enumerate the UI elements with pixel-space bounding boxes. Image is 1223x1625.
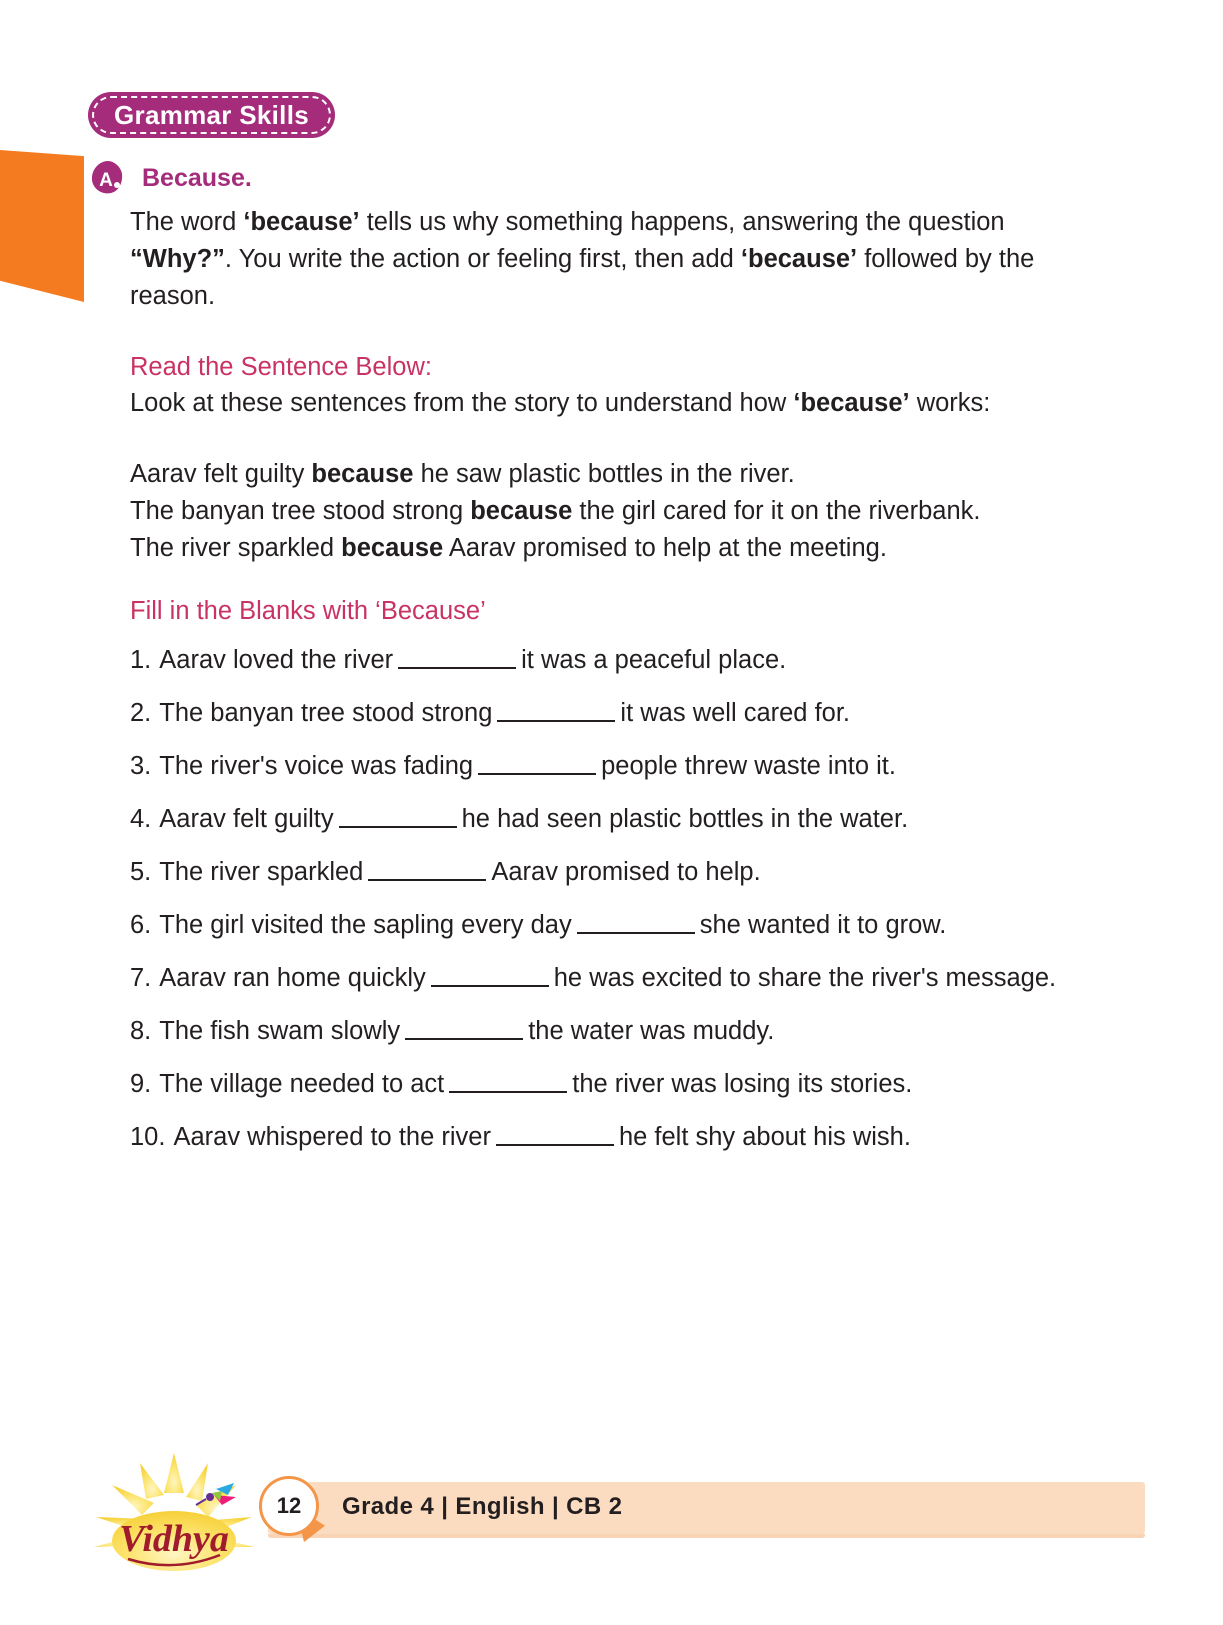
item-before: Aarav felt guilty: [159, 805, 334, 833]
item-text: [159, 802, 1090, 836]
item-after: it was a peaceful place.: [521, 646, 787, 674]
item-text: [159, 908, 1090, 942]
footer-bar-shadow: [268, 1534, 1145, 1538]
item-before: The girl visited the sapling every day: [159, 911, 572, 939]
item-number: 8.: [130, 1017, 152, 1045]
item-after: the water was muddy.: [528, 1017, 775, 1045]
intro-text-3: . You write the action or feeling first, then add: [224, 245, 741, 273]
list-item: [130, 1067, 1090, 1101]
svg-text:A: A: [99, 170, 113, 191]
answer-blank[interactable]: [478, 756, 596, 775]
item-number: 4.: [130, 805, 152, 833]
read-text-1: Look at these sentences from the story to understand how: [130, 389, 794, 417]
item-number: 6.: [130, 911, 152, 939]
list-item: [130, 749, 1090, 783]
list-item: [130, 802, 1090, 836]
spacer: [130, 422, 1090, 456]
spacer: [130, 315, 1090, 349]
item-after: he felt shy about his wish.: [618, 1123, 911, 1151]
logo-wordmark: Vidhya: [119, 1518, 229, 1560]
example-bold-because: because: [311, 460, 414, 488]
read-text-2: works:: [909, 389, 991, 417]
intro-bold-because-1: ‘because’: [243, 208, 360, 236]
list-item: [130, 855, 1090, 889]
item-text: [159, 961, 1090, 995]
section-heading: [88, 158, 252, 198]
example-sentence: [130, 493, 1090, 530]
item-before: The fish swam slowly: [159, 1017, 401, 1045]
list-item: [130, 643, 1090, 677]
grammar-skills-label: Grammar Skills: [114, 99, 309, 130]
item-after: the river was losing its stories.: [572, 1070, 913, 1098]
read-sentence-body: [130, 385, 1090, 422]
item-number: 5.: [130, 858, 152, 886]
item-number: 7.: [130, 964, 152, 992]
item-text: [159, 643, 1090, 677]
example-bold-because: because: [341, 534, 444, 562]
item-text: [159, 749, 1090, 783]
intro-paragraph: [130, 204, 1090, 315]
item-text: [159, 1014, 1090, 1048]
read-sentence-heading: Read the Sentence Below:: [130, 353, 432, 381]
section-title: Because.: [142, 163, 252, 192]
intro-bold-because-2: ‘because’: [740, 245, 858, 273]
example-after: the girl cared for it on the riverbank.: [572, 497, 981, 525]
answer-blank[interactable]: [398, 650, 516, 669]
list-item: [130, 908, 1090, 942]
item-text: [159, 1067, 1090, 1101]
orange-ribbon-decoration: [0, 150, 84, 302]
intro-text-1: The word: [130, 208, 244, 236]
worksheet-content: [130, 204, 1090, 1173]
answer-blank[interactable]: [577, 915, 695, 934]
item-text: [159, 855, 1090, 889]
vidhya-logo: [88, 1449, 260, 1574]
item-after: he had seen plastic bottles in the water.: [461, 805, 909, 833]
example-sentence: [130, 530, 1090, 567]
example-before: Aarav felt guilty: [130, 460, 312, 488]
item-after: she wanted it to grow.: [699, 911, 947, 939]
list-item: [130, 1014, 1090, 1048]
item-after: Aarav promised to help.: [491, 858, 761, 886]
item-number: 3.: [130, 752, 152, 780]
item-before: Aarav loved the river: [159, 646, 394, 674]
item-before: The river's voice was fading: [159, 752, 474, 780]
intro-bold-why: “Why?”: [130, 245, 225, 273]
read-bold-because: ‘because’: [793, 389, 910, 417]
example-after: Aarav promised to help at the meeting.: [443, 534, 887, 562]
answer-blank[interactable]: [449, 1074, 567, 1093]
item-number: 9.: [130, 1070, 152, 1098]
page-number-value: 12: [259, 1476, 319, 1536]
item-number: 1.: [130, 646, 152, 674]
item-before: Aarav whispered to the river: [173, 1123, 491, 1151]
section-letter-a-icon: [88, 158, 128, 198]
answer-blank[interactable]: [339, 809, 457, 828]
answer-blank[interactable]: [431, 968, 549, 987]
item-text: [173, 1120, 1090, 1154]
answer-blank[interactable]: [368, 862, 486, 881]
item-before: The river sparkled: [159, 858, 364, 886]
footer-info-text: Grade 4 | English | CB 2: [342, 1493, 623, 1520]
fill-blanks-heading: Fill in the Blanks with ‘Because’: [130, 597, 486, 625]
example-bold-because: because: [470, 497, 573, 525]
item-after: people threw waste into it.: [601, 752, 896, 780]
answer-blank[interactable]: [496, 1127, 614, 1146]
item-after: he was excited to share the river's message.: [553, 964, 1057, 992]
list-item: [130, 961, 1090, 995]
page-number-badge: [259, 1476, 331, 1546]
intro-text-2: tells us why something happens, answering the question: [359, 208, 1005, 236]
list-item: [130, 1120, 1090, 1154]
item-before: Aarav ran home quickly: [159, 964, 426, 992]
answer-blank[interactable]: [405, 1021, 523, 1040]
fill-in-blanks-list: [130, 643, 1090, 1154]
example-after: he saw plastic bottles in the river.: [413, 460, 795, 488]
answer-blank[interactable]: [497, 703, 615, 722]
grammar-skills-badge: [88, 92, 335, 138]
item-text: [159, 696, 1090, 730]
item-before: The village needed to act: [159, 1070, 445, 1098]
spacer: [130, 567, 1090, 593]
list-item: [130, 696, 1090, 730]
example-before: The banyan tree stood strong: [130, 497, 471, 525]
example-before: The river sparkled: [130, 534, 342, 562]
item-number: 10.: [130, 1123, 166, 1151]
item-number: 2.: [130, 699, 152, 727]
example-sentence: [130, 456, 1090, 493]
item-after: it was well cared for.: [620, 699, 851, 727]
example-sentences: [130, 456, 1090, 567]
intro-text-4: followed by the reason.: [130, 245, 1035, 310]
item-before: The banyan tree stood strong: [159, 699, 493, 727]
